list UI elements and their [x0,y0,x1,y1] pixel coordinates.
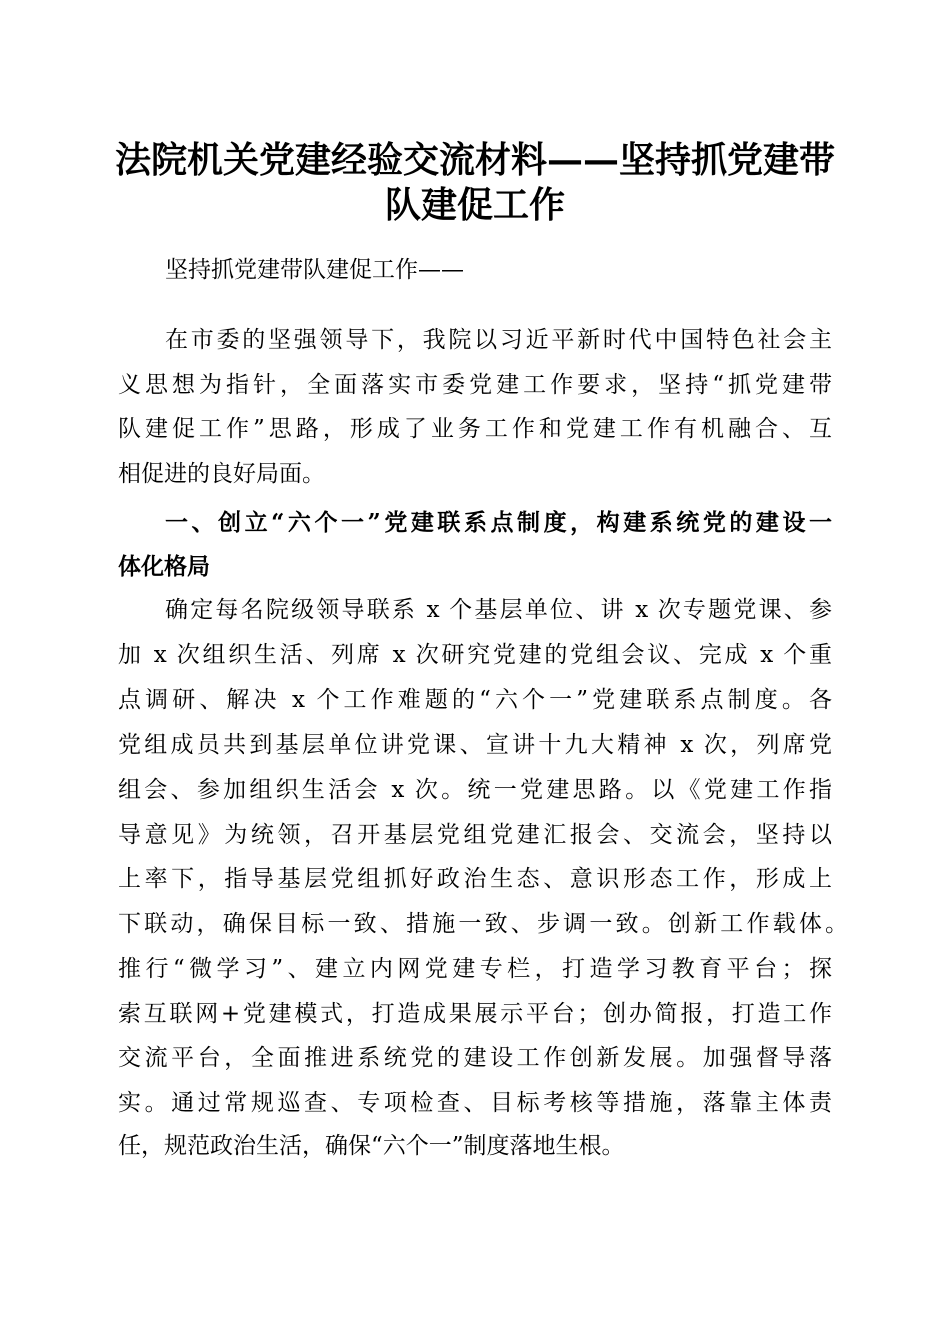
intro-line: 在市委的坚强领导下，我院以习近平新时代中国特色社会主 [165,327,832,353]
section-heading: 体化格局 [118,553,210,580]
body-line: 下联动，确保目标一致、措施一致、步调一致。创新工作载体。 [118,911,848,937]
intro-line: 义思想为指针，全面落实市委党建工作要求，坚持“抓党建带 [118,372,832,398]
body-line: 索互联网+党建模式，打造成果展示平台；创办简报，打造工作 [118,1001,832,1027]
subtitle: 坚持抓党建带队建促工作—— [165,257,464,283]
body-line: 任，规范政治生活，确保“六个一”制度落地生根。 [118,1133,625,1159]
body-line: 确定每名院级领导联系 x 个基层单位、讲 x 次专题党课、参 [165,597,832,623]
section-heading: 一、创立“六个一”党建联系点制度，构建系统党的建设一 [165,509,832,536]
body-line: 点调研、解决 x 个工作难题的“六个一”党建联系点制度。各 [118,687,832,713]
body-line: 加 x 次组织生活、列席 x 次研究党建的党组会议、完成 x 个重 [118,642,832,668]
intro-line: 队建促工作”思路，形成了业务工作和党建工作有机融合、互 [118,416,832,442]
body-line: 组会、参加组织生活会 x 次。统一党建思路。以《党建工作指 [118,777,832,803]
body-line: 党组成员共到基层单位讲党课、宣讲十九大精神 x 次，列席党 [118,732,832,758]
document-title-line-2: 队建促工作 [384,184,565,226]
document-title-line-1: 法院机关党建经验交流材料——坚持抓党建带 [114,139,835,181]
body-line: 交流平台，全面推进系统党的建设工作创新发展。加强督导落 [118,1045,832,1071]
body-line: 推行“微学习”、建立内网党建专栏，打造学习教育平台；探 [118,956,832,982]
intro-line: 相促进的良好局面。 [118,461,325,487]
body-line: 实。通过常规巡查、专项检查、目标考核等措施，落靠主体责 [118,1090,832,1116]
body-line: 上率下，指导基层党组抓好政治生态、意识形态工作，形成上 [118,866,832,892]
body-line: 导意见》为统领，召开基层党组党建汇报会、交流会，坚持以 [118,822,832,848]
